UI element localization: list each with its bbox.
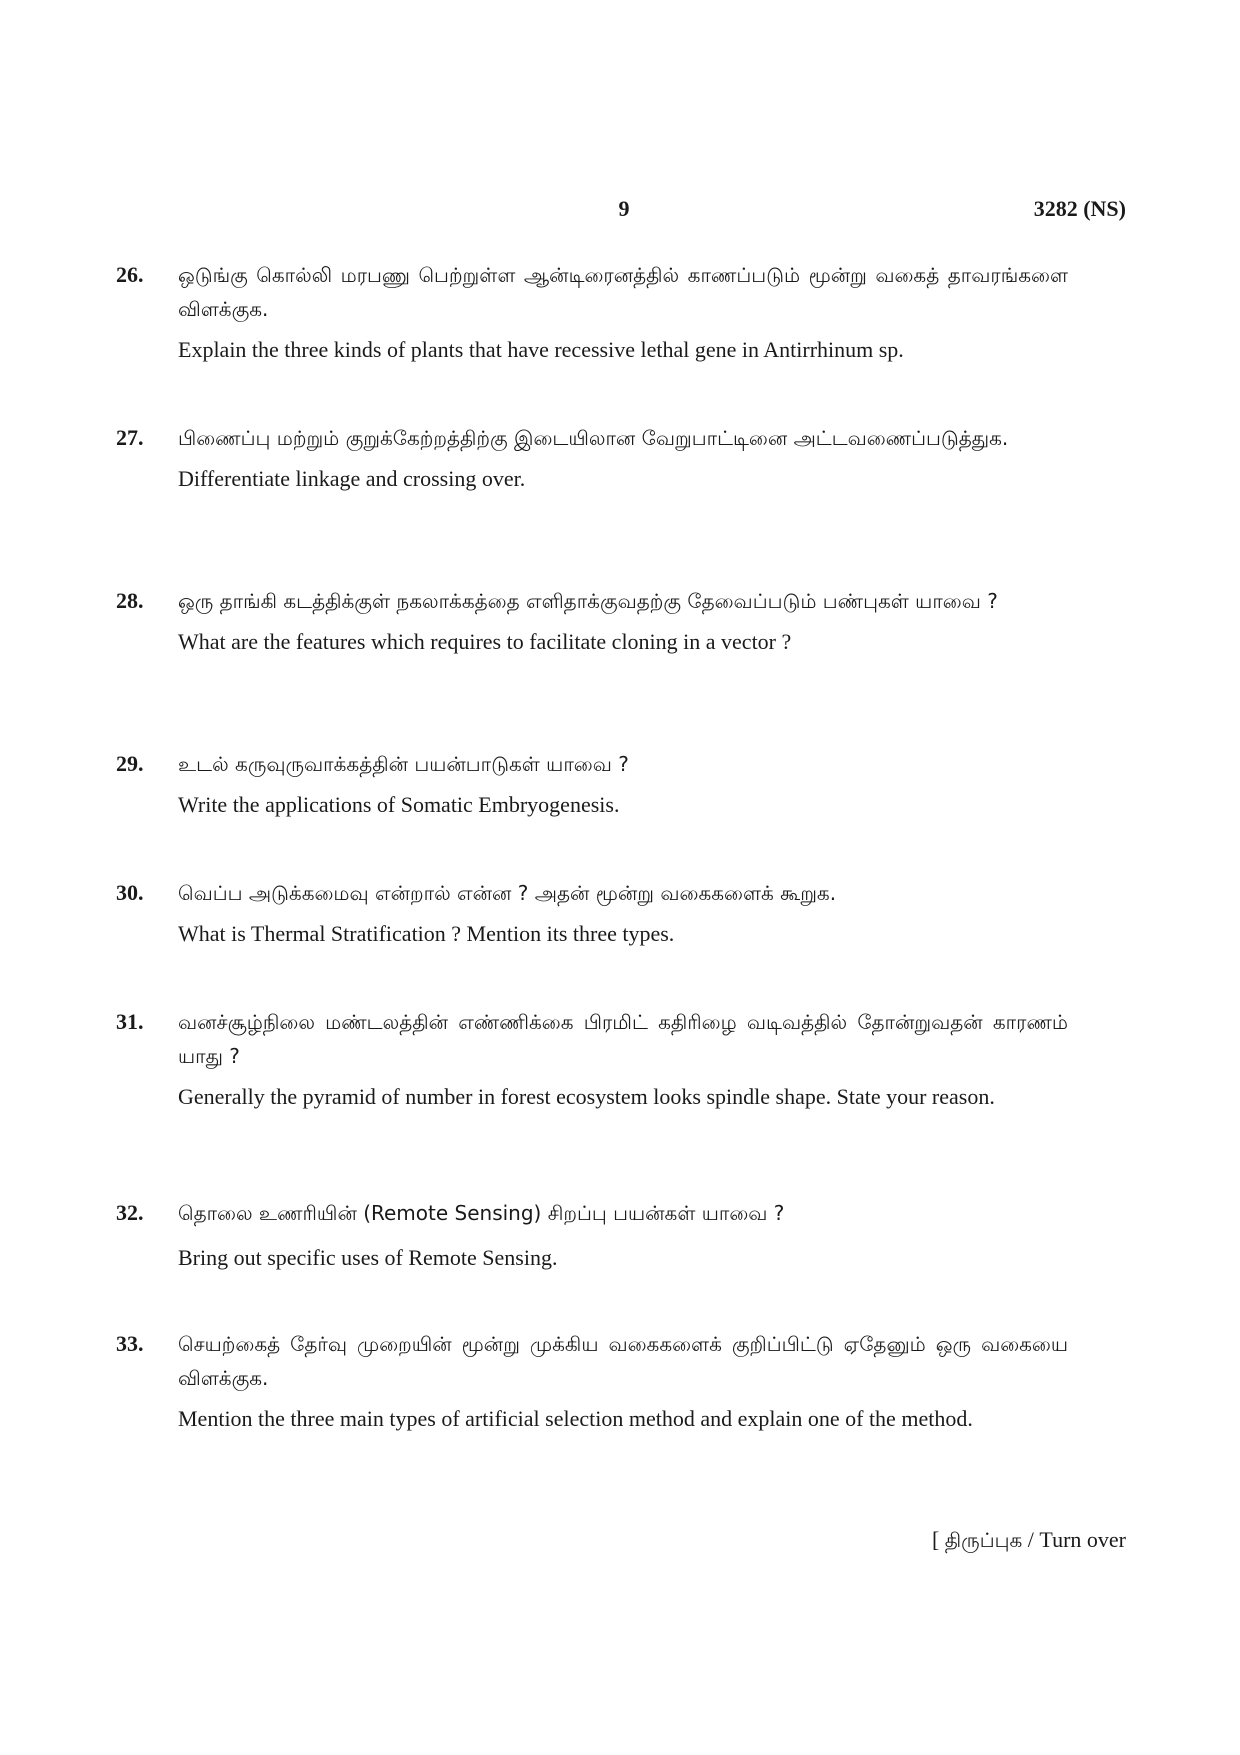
footer-separator: / <box>1027 1527 1034 1552</box>
question-text-english: Generally the pyramid of number in forest ecosystem looks spindle shape. State your reason. <box>178 1084 995 1109</box>
question-29 <box>116 747 1070 819</box>
question-text-tamil: உடல் கருவுருவாக்கத்தின் பயன்பாடுகள் யாவை ? <box>178 752 629 776</box>
question-text-english: Write the applications of Somatic Embryogenesis. <box>178 792 620 817</box>
question-28 <box>116 584 1070 656</box>
question-33 <box>116 1327 1070 1433</box>
question-text-tamil: தொலை உணரியின் (Remote Sensing) சிறப்பு பயன்கள் யாவை ? <box>178 1201 785 1225</box>
footer-tamil: திருப்புக <box>944 1528 1023 1552</box>
question-31 <box>116 1005 1070 1111</box>
question-number: 31. <box>116 1009 144 1034</box>
question-number: 32. <box>116 1200 144 1225</box>
question-text-english: What is Thermal Stratification ? Mention its three types. <box>178 921 675 946</box>
question-number: 30. <box>116 880 144 905</box>
question-text-tamil: ஒரு தாங்கி கடத்திக்குள் நகலாக்கத்தை எளிதாக்குவதற்கு தேவைப்படும் பண்புகள் யாவை ? <box>178 589 998 613</box>
question-text-tamil: ஒடுங்கு கொல்லி மரபணு பெற்றுள்ள ஆன்டிரைனத்தில் காணப்படும் மூன்று வகைத் தாவரங்களை விளக்குக. <box>178 263 1068 321</box>
page-number: 9 <box>618 196 630 221</box>
question-number: 28. <box>116 588 144 613</box>
question-text-english: Differentiate linkage and crossing over. <box>178 466 526 491</box>
question-32 <box>116 1196 1070 1272</box>
question-text-tamil: பிணைப்பு மற்றும் குறுக்கேற்றத்திற்கு இடையிலான வேறுபாட்டினை அட்டவணைப்படுத்துக. <box>178 426 1009 450</box>
question-text-tamil: வெப்ப அடுக்கமைவு என்றால் என்ன ? அதன் மூன்று வகைகளைக் கூறுக. <box>178 881 837 905</box>
footer-bracket: [ <box>931 1527 940 1552</box>
question-text-english: What are the features which requires to facilitate cloning in a vector ? <box>178 629 792 654</box>
question-number: 26. <box>116 262 144 287</box>
question-text-english: Explain the three kinds of plants that have recessive lethal gene in Antirrhinum sp. <box>178 337 904 362</box>
question-27 <box>116 421 1070 493</box>
question-number: 29. <box>116 751 144 776</box>
question-text-english: Bring out specific uses of Remote Sensing. <box>178 1245 558 1270</box>
turn-over-note <box>932 1527 1126 1555</box>
question-text-tamil: வனச்சூழ்நிலை மண்டலத்தின் எண்ணிக்கை பிரமிட் கதிரிழை வடிவத்தில் தோன்றுவதன் காரணம் யாது ? <box>178 1010 1068 1068</box>
question-30 <box>116 876 1070 948</box>
paper-code: 3282 (NS) <box>1033 196 1126 221</box>
question-number: 27. <box>116 425 144 450</box>
question-text-english: Mention the three main types of artificial selection method and explain one of the method. <box>178 1406 973 1431</box>
question-number: 33. <box>116 1331 144 1356</box>
footer-english: Turn over <box>1039 1527 1126 1552</box>
question-text-tamil: செயற்கைத் தேர்வு முறையின் மூன்று முக்கிய வகைகளைக் குறிப்பிட்டு ஏதேனும் ஒரு வகையை விளக்குக. <box>178 1332 1068 1390</box>
question-26 <box>116 258 1070 364</box>
